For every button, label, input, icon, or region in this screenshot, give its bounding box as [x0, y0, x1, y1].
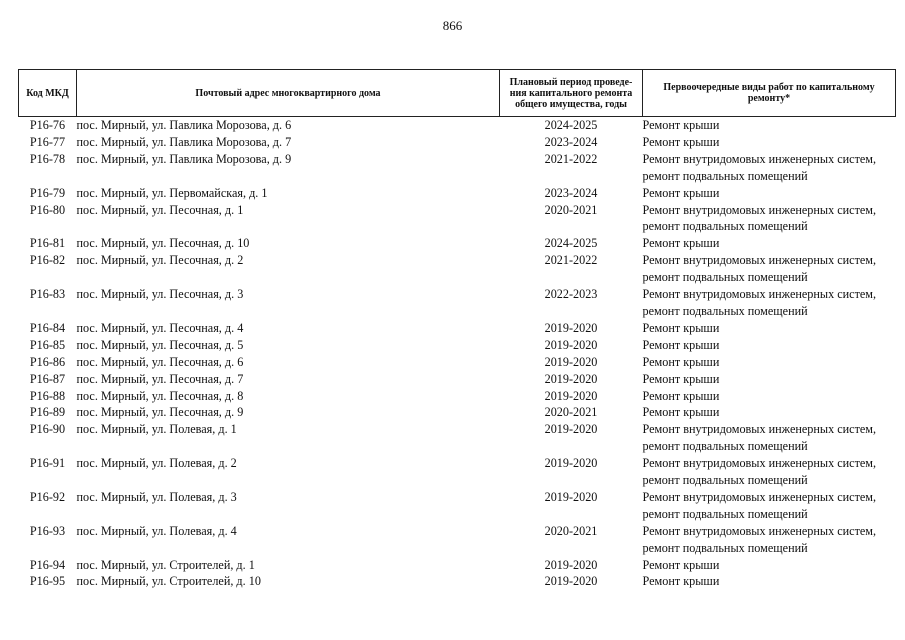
header-address: Почтовый адрес многоквартирного дома	[77, 70, 500, 117]
period-cell: 2019-2020	[544, 489, 598, 504]
works-cell	[643, 573, 896, 590]
address-cell: пос. Мирный, ул. Песочная, д. 10	[76, 236, 250, 251]
works-line: Ремонт крыши	[642, 574, 720, 589]
address-cell: пос. Мирный, ул. Песочная, д. 7	[76, 371, 244, 386]
works-cell	[643, 489, 896, 523]
address-cell: пос. Мирный, ул. Полевая, д. 4	[76, 523, 237, 538]
period-cell: 2019-2020	[544, 337, 598, 352]
period-cell: 2019-2020	[544, 456, 598, 471]
works-line: Ремонт внутридомовых инженерных систем,	[642, 287, 877, 302]
address-cell: пос. Мирный, ул. Строителей, д. 10	[76, 574, 261, 589]
period-cell: 2019-2020	[544, 422, 598, 437]
works-cell	[643, 117, 896, 134]
works-line: ремонт подвальных помещений	[642, 506, 808, 521]
period-cell: 2021-2022	[544, 253, 598, 268]
works-cell	[643, 388, 896, 405]
address-cell: пос. Мирный, ул. Павлика Морозова, д. 7	[76, 134, 292, 149]
table-row	[19, 320, 896, 337]
works-cell	[643, 337, 896, 354]
works-line: ремонт подвальных помещений	[642, 439, 808, 454]
address-cell: пос. Мирный, ул. Полевая, д. 2	[76, 456, 237, 471]
works-line: Ремонт внутридомовых инженерных систем,	[642, 151, 877, 166]
mkd-code-cell: Р16-95	[29, 574, 66, 589]
period-cell: 2019-2020	[544, 354, 598, 369]
address-cell: пос. Мирный, ул. Песочная, д. 1	[76, 202, 244, 217]
works-line: Ремонт крыши	[642, 185, 720, 200]
address-cell: пос. Мирный, ул. Павлика Морозова, д. 9	[76, 151, 292, 166]
address-cell: пос. Мирный, ул. Песочная, д. 2	[76, 253, 244, 268]
mkd-code-cell: Р16-90	[29, 422, 66, 437]
mkd-code-cell: Р16-94	[29, 557, 66, 572]
works-line: Ремонт крыши	[642, 320, 720, 335]
works-line: Ремонт внутридомовых инженерных систем,	[642, 523, 877, 538]
works-cell	[643, 134, 896, 151]
period-cell: 2019-2020	[544, 371, 598, 386]
works-line: ремонт подвальных помещений	[642, 219, 808, 234]
works-line: Ремонт крыши	[642, 388, 720, 403]
period-cell: 2019-2020	[544, 388, 598, 403]
mkd-code-cell: Р16-79	[29, 185, 66, 200]
period-cell: 2020-2021	[544, 202, 598, 217]
table-row	[19, 354, 896, 371]
address-cell: пос. Мирный, ул. Первомайская, д. 1	[76, 185, 268, 200]
mkd-code-cell: Р16-92	[29, 489, 66, 504]
works-line: Ремонт внутридомовых инженерных систем,	[642, 202, 877, 217]
table-row	[19, 489, 896, 523]
works-line: Ремонт крыши	[642, 118, 720, 132]
table-row	[19, 286, 896, 320]
table-row	[19, 523, 896, 557]
works-cell	[643, 235, 896, 252]
works-cell	[643, 557, 896, 574]
header-period: Плановый период проведе-ния капитального ремонта общего имущества, годы	[500, 70, 643, 117]
address-cell: пос. Мирный, ул. Павлика Морозова, д. 6	[76, 118, 292, 132]
table-body	[19, 117, 896, 591]
works-line: Ремонт крыши	[642, 371, 720, 386]
works-line: Ремонт крыши	[642, 236, 720, 251]
period-cell: 2019-2020	[544, 574, 598, 589]
works-cell	[643, 202, 896, 236]
header-row	[19, 70, 896, 117]
works-line: Ремонт внутридомовых инженерных систем,	[642, 422, 877, 437]
period-cell: 2022-2023	[544, 287, 598, 302]
table-row	[19, 235, 896, 252]
table-row	[19, 455, 896, 489]
table-row	[19, 573, 896, 590]
works-cell	[643, 404, 896, 421]
works-cell	[643, 371, 896, 388]
mkd-code-cell: Р16-89	[29, 405, 66, 420]
header-code: Код МКД	[19, 70, 77, 117]
works-cell	[643, 252, 896, 286]
address-cell: пос. Мирный, ул. Песочная, д. 5	[76, 337, 244, 352]
works-line: ремонт подвальных помещений	[642, 540, 808, 555]
address-cell: пос. Мирный, ул. Песочная, д. 9	[76, 405, 244, 420]
table-row	[19, 117, 896, 134]
table-row	[19, 151, 896, 185]
works-cell	[643, 354, 896, 371]
mkd-code-cell: Р16-77	[29, 134, 66, 149]
table-row	[19, 371, 896, 388]
mkd-code-cell: Р16-91	[29, 456, 66, 471]
address-cell: пос. Мирный, ул. Строителей, д. 1	[76, 557, 255, 572]
period-cell: 2020-2021	[544, 523, 598, 538]
table-row	[19, 388, 896, 405]
works-cell	[643, 151, 896, 185]
period-cell: 2023-2024	[544, 134, 598, 149]
works-line: ремонт подвальных помещений	[642, 168, 808, 183]
address-cell: пос. Мирный, ул. Полевая, д. 1	[76, 422, 237, 437]
table-row	[19, 185, 896, 202]
works-line: Ремонт крыши	[642, 354, 720, 369]
table-header	[19, 70, 896, 117]
mkd-code-cell: Р16-81	[29, 236, 66, 251]
works-line: Ремонт крыши	[642, 337, 720, 352]
works-cell	[643, 523, 896, 557]
works-line: Ремонт внутридомовых инженерных систем,	[642, 253, 877, 268]
period-cell: 2019-2020	[544, 557, 598, 572]
works-line: ремонт подвальных помещений	[642, 270, 808, 285]
mkd-code-cell: Р16-85	[29, 337, 66, 352]
period-cell: 2024-2025	[544, 236, 598, 251]
mkd-code-cell: Р16-84	[29, 320, 66, 335]
capital-repair-table	[18, 69, 896, 590]
period-cell: 2024-2025	[544, 118, 598, 132]
mkd-code-cell: Р16-78	[29, 151, 66, 166]
mkd-code-cell: Р16-87	[29, 371, 66, 386]
mkd-code-cell: Р16-83	[29, 287, 66, 302]
address-cell: пос. Мирный, ул. Песочная, д. 8	[76, 388, 244, 403]
works-line: Ремонт внутридомовых инженерных систем,	[642, 456, 877, 471]
works-line: Ремонт внутридомовых инженерных систем,	[642, 489, 877, 504]
works-line: Ремонт крыши	[642, 557, 720, 572]
works-line: ремонт подвальных помещений	[642, 473, 808, 488]
address-cell: пос. Мирный, ул. Песочная, д. 6	[76, 354, 244, 369]
period-cell: 2021-2022	[544, 151, 598, 166]
works-cell	[643, 286, 896, 320]
table-row	[19, 337, 896, 354]
mkd-code-cell: Р16-86	[29, 354, 66, 369]
mkd-code-cell: Р16-80	[29, 202, 66, 217]
works-cell	[643, 421, 896, 455]
mkd-code-cell: Р16-88	[29, 388, 66, 403]
period-cell: 2019-2020	[544, 320, 598, 335]
address-cell: пос. Мирный, ул. Полевая, д. 3	[76, 489, 237, 504]
works-cell	[643, 185, 896, 202]
works-line: Ремонт крыши	[642, 405, 720, 420]
period-cell: 2023-2024	[544, 185, 598, 200]
header-works: Первоочередные виды работ по капитальному ремонту*	[643, 70, 896, 117]
table-row	[19, 557, 896, 574]
works-line: Ремонт крыши	[642, 134, 720, 149]
address-cell: пос. Мирный, ул. Песочная, д. 3	[76, 287, 244, 302]
table-row	[19, 421, 896, 455]
table-row	[19, 134, 896, 151]
table-row	[19, 252, 896, 286]
works-cell	[643, 455, 896, 489]
works-cell	[643, 320, 896, 337]
table-row	[19, 404, 896, 421]
table-row	[19, 202, 896, 236]
mkd-code-cell: Р16-82	[29, 253, 66, 268]
period-cell: 2020-2021	[544, 405, 598, 420]
works-line: ремонт подвальных помещений	[642, 303, 808, 318]
address-cell: пос. Мирный, ул. Песочная, д. 4	[76, 320, 244, 335]
mkd-code-cell: Р16-76	[29, 118, 66, 132]
mkd-code-cell: Р16-93	[29, 523, 66, 538]
page-number: 866	[442, 18, 463, 33]
